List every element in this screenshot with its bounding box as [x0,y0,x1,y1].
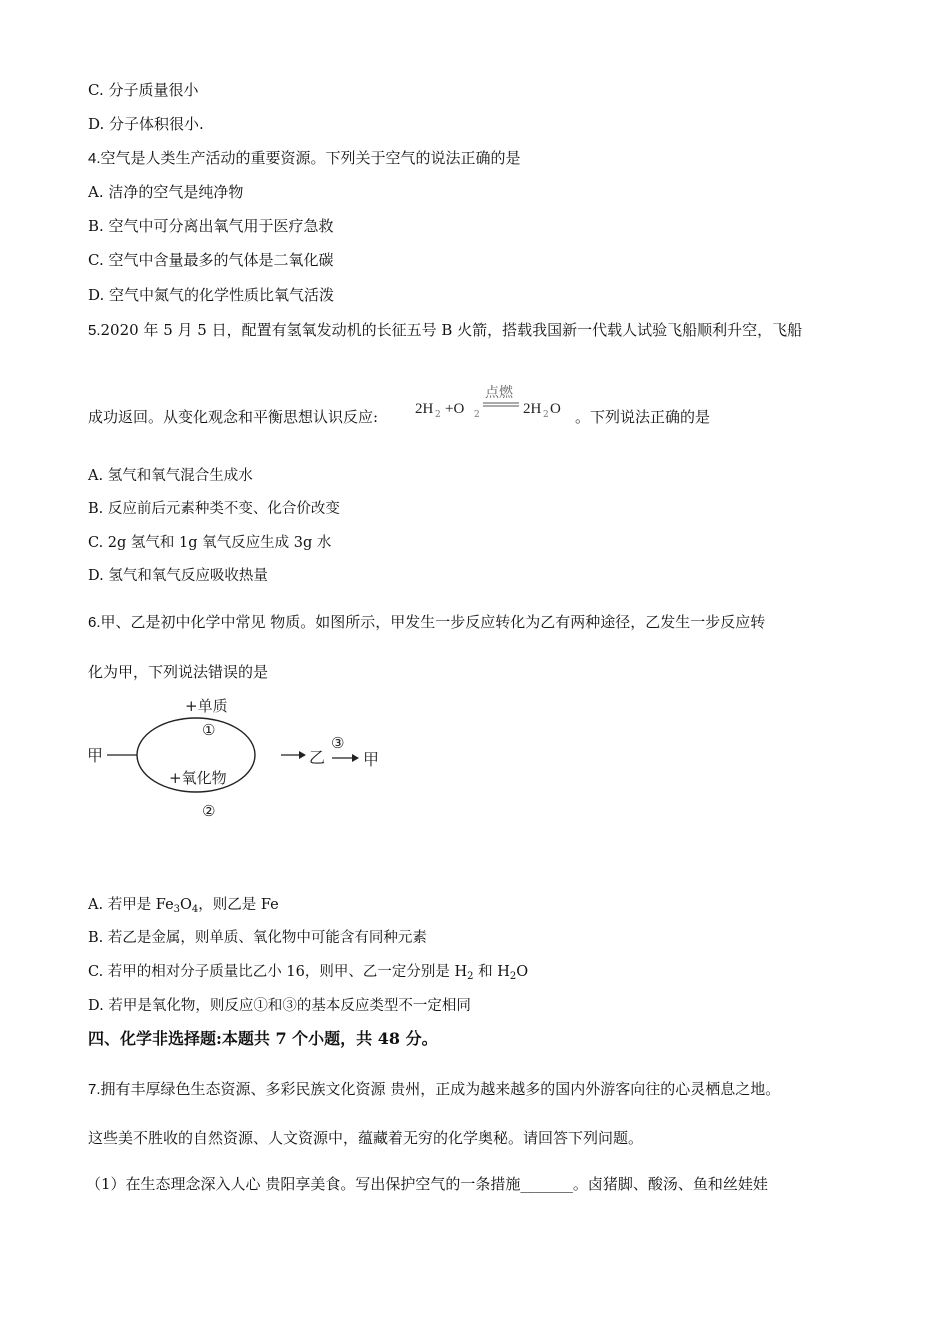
q4-stem [88,148,521,169]
q6-option-a-mid: O [180,897,192,913]
eq-plus-o2: +O [445,401,465,417]
diagram-jia-end: 甲 [363,750,380,769]
q6-option-a [88,895,279,920]
q3-option-c: C. 分子质量很小 [88,81,199,99]
eq-h2o: 2H [523,401,542,417]
diagram-jia: 甲 [87,746,104,765]
q5-stem-text: 2020 年 5 月 5 日，配置有氢氧发动机的长征五号 B 火箭，搭载我国新一代载人试验飞船顺利升空，飞船 [100,321,803,339]
q6-option-c-post: O [516,964,529,980]
q6-stem-line2: 化为甲，下列说法错误的是 [88,663,269,681]
diagram-circle-3: ③ [331,734,345,752]
q5-number: 5. [88,322,101,339]
q6-stem-text: 甲、乙是初中化学中常见 物质。如图所示，甲发生一步反应转化为乙有两种途径，乙发生一步反应转 [100,613,766,631]
section-4-heading: 四、化学非选择题:本题共 7 个小题，共 48 分。 [88,1029,438,1048]
diagram-yi: 乙 [309,748,326,767]
diagram-circle-2: ② [202,802,216,820]
q6-option-b: B. 若乙是金属，则单质、氧化物中可能含有同种元素 [88,930,427,946]
diagram-arrow-1-head [299,751,306,759]
diagram-arrow-2-head [352,754,359,762]
diagram-inner-label: +氧化物 [169,769,227,787]
q6-option-d: D. 若甲是氧化物，则反应①和③的基本反应类型不一定相同 [88,998,471,1014]
q7-stem-line2: 这些美不胜收的自然资源、人文资源中，蕴藏着无穷的化学奥秘。请回答下列问题。 [88,1129,644,1147]
q5-option-b: B. 反应前后元素种类不变、化合价改变 [88,501,340,517]
q6-option-c-sub2: 2 [509,971,517,982]
q6-option-c-pre: C. 若甲的相对分子质量比乙小 16，则甲、乙一定分别是 H [88,964,468,980]
q6-conversion-diagram [85,692,395,827]
q4-option-b: B. 空气中可分离出氧气用于医疗急救 [88,217,334,235]
q6-option-a-sub1: 3 [173,904,181,915]
q4-option-d: D. 空气中氮气的化学性质比氧气活泼 [88,286,335,304]
q7-stem-text: 拥有丰厚绿色生态资源、多彩民族文化资源 贵州，正成为越来越多的国内外游客向往的心灵栖息之地。 [100,1080,781,1098]
q5-stem-prefix: 成功返回。从变化观念和平衡思想认识反应: [88,408,379,426]
q5-stem-line1 [88,320,802,341]
eq-h2: 2H [415,401,434,417]
eq-o2-sub: 2 [474,410,480,420]
q3-option-d: D. 分子体积很小. [88,115,204,133]
q4-number: 4. [88,150,101,167]
q5-reaction-equation [415,380,575,430]
diagram-circle-1: ① [202,721,216,739]
q6-option-a-sub2: 4 [191,904,199,915]
q5-stem-suffix: 。下列说法正确的是 [575,408,711,426]
q5-option-c: C. 2g 氢气和 1g 氧气反应生成 3g 水 [88,535,332,551]
q7-number: 7. [88,1081,101,1098]
eq-h2o-sub: 2 [543,410,549,420]
q4-option-c: C. 空气中含量最多的气体是二氧化碳 [88,251,334,269]
q5-option-a: A. 氢气和氧气混合生成水 [88,468,253,484]
eq-h2o-o: O [550,401,561,417]
q7-stem-line1 [88,1079,780,1100]
q5-option-d: D. 氢气和氧气反应吸收热量 [88,568,268,584]
q4-option-a: A. 洁净的空气是纯净物 [88,183,244,201]
q6-option-c-mid: 和 H [473,964,510,980]
q6-option-c-sub1: 2 [467,971,474,982]
q6-option-a-pre: A. 若甲是 Fe [88,897,174,913]
q6-option-c [88,962,528,987]
q6-option-a-post: ，则乙是 Fe [198,897,279,913]
q6-number: 6. [88,614,101,631]
eq-h2-sub: 2 [435,410,441,420]
diagram-top-label: +单质 [185,697,228,715]
q6-stem-line1 [88,612,765,633]
eq-condition: 点燃 [485,385,513,401]
q7-part1: （1）在生态理念深入人心 贵阳享美食。写出保护空气的一条措施_______。卤猪脚、酸汤、鱼和丝娃娃 [86,1175,768,1193]
q4-stem-text: 空气是人类生产活动的重要资源。下列关于空气的说法正确的是 [100,149,521,167]
